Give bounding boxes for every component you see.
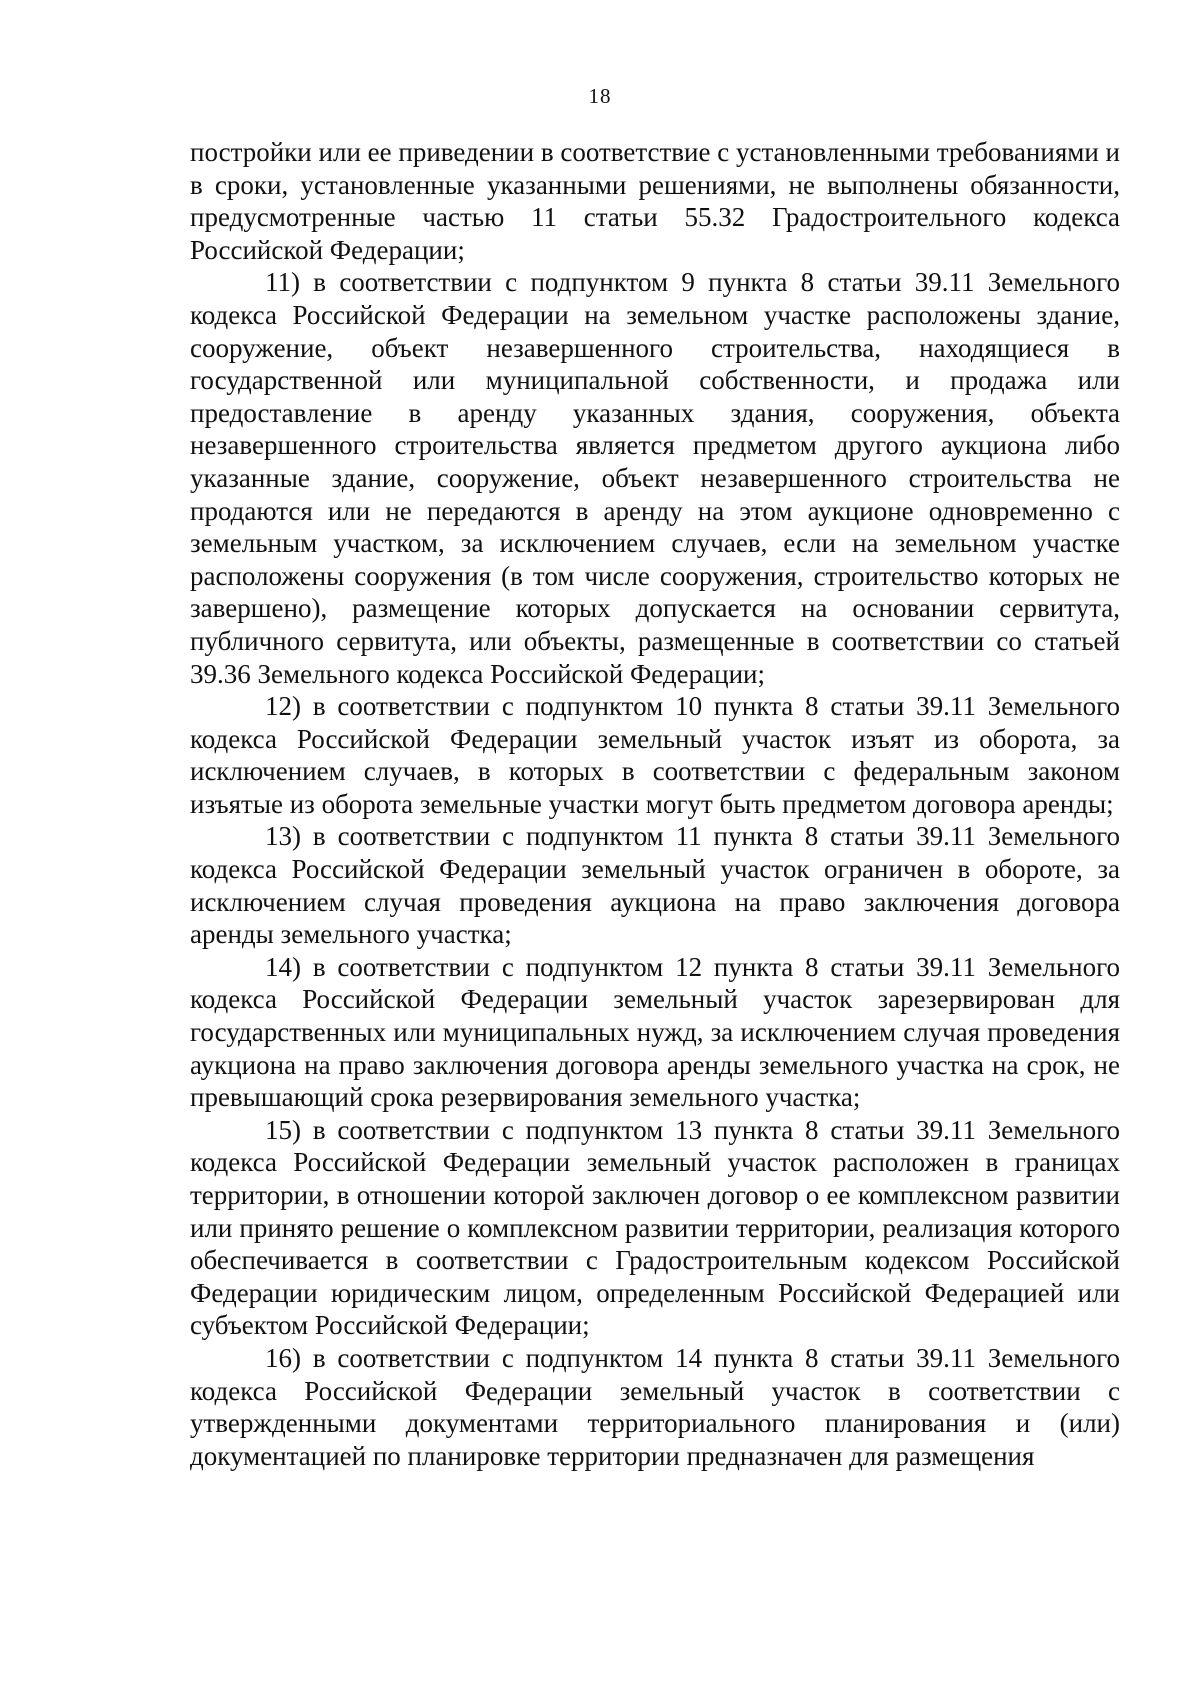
paragraph-item-15: 15) в соответствии с подпунктом 13 пункта 8 статьи 39.11 Земельного кодекса Российской Федерации земельный участок расположен в границах территории, в отношении которой заключен договор о ее комплексном развитии или принято решение о комплексном развитии территории, реализация которого обеспечивается в соответствии с Градостроительным кодексом Российской Федерации юридическим лицом, определенным Российской Федерацией или субъектом Российской Федерации; [190, 1114, 1120, 1341]
paragraph-item-14: 14) в соответствии с подпунктом 12 пункта 8 статьи 39.11 Земельного кодекса Российской Федерации земельный участок зарезервирован для государственных или муниципальных нужд, за исключением случая проведения аукциона на право заключения договора аренды земельного участка на срок, не превышающий срока резервирования земельного участка; [190, 951, 1120, 1113]
document-body [190, 136, 1120, 1472]
paragraph-continuation: постройки или ее приведении в соответствие с установленными требованиями и в сроки, установленные указанными решениями, не выполнены обязанности, предусмотренные частью 11 статьи 55.32 Градостроительного кодекса Российской Федерации; [190, 137, 1120, 265]
page-number: 18 [588, 84, 612, 108]
paragraph-item-16: 16) в соответствии с подпунктом 14 пункта 8 статьи 39.11 Земельного кодекса Российской Федерации земельный участок в соответствии с утвержденными документами территориального планирования и (или) документацией по планировке территории предназначен для размещения [190, 1342, 1120, 1471]
paragraph-item-12: 12) в соответствии с подпунктом 10 пункта 8 статьи 39.11 Земельного кодекса Российской Федерации земельный участок изъят из оборота, за исключением случаев, в которых в соответствии с федеральным законом изъятые из оборота земельные участки могут быть предметом договора аренды; [190, 691, 1120, 819]
paragraph-item-11: 11) в соответствии с подпунктом 9 пункта 8 статьи 39.11 Земельного кодекса Российской Федерации на земельном участке расположены здание, сооружение, объект незавершенного строительства, находящиеся в государственной или муниципальной собственности, и продажа или предоставление в аренду указанных здания, сооружения, объекта незавершенного строительства является предметом другого аукциона либо указанные здание, сооружение, объект незавершенного строительства не продаются или не передаются в аренду на этом аукционе одновременно с земельным участком, за исключением случаев, если на земельном участке расположены сооружения (в том числе сооружения, строительство которых не завершено), размещение которых допускается на основании сервитута, публичного сервитута, или объекты, размещенные в соответствии со статьей 39.36 Земельного кодекса Российской Федерации; [190, 267, 1120, 689]
paragraph-item-13: 13) в соответствии с подпунктом 11 пункта 8 статьи 39.11 Земельного кодекса Российской Федерации земельный участок ограничен в обороте, за исключением случая проведения аукциона на право заключения договора аренды земельного участка; [190, 821, 1120, 950]
